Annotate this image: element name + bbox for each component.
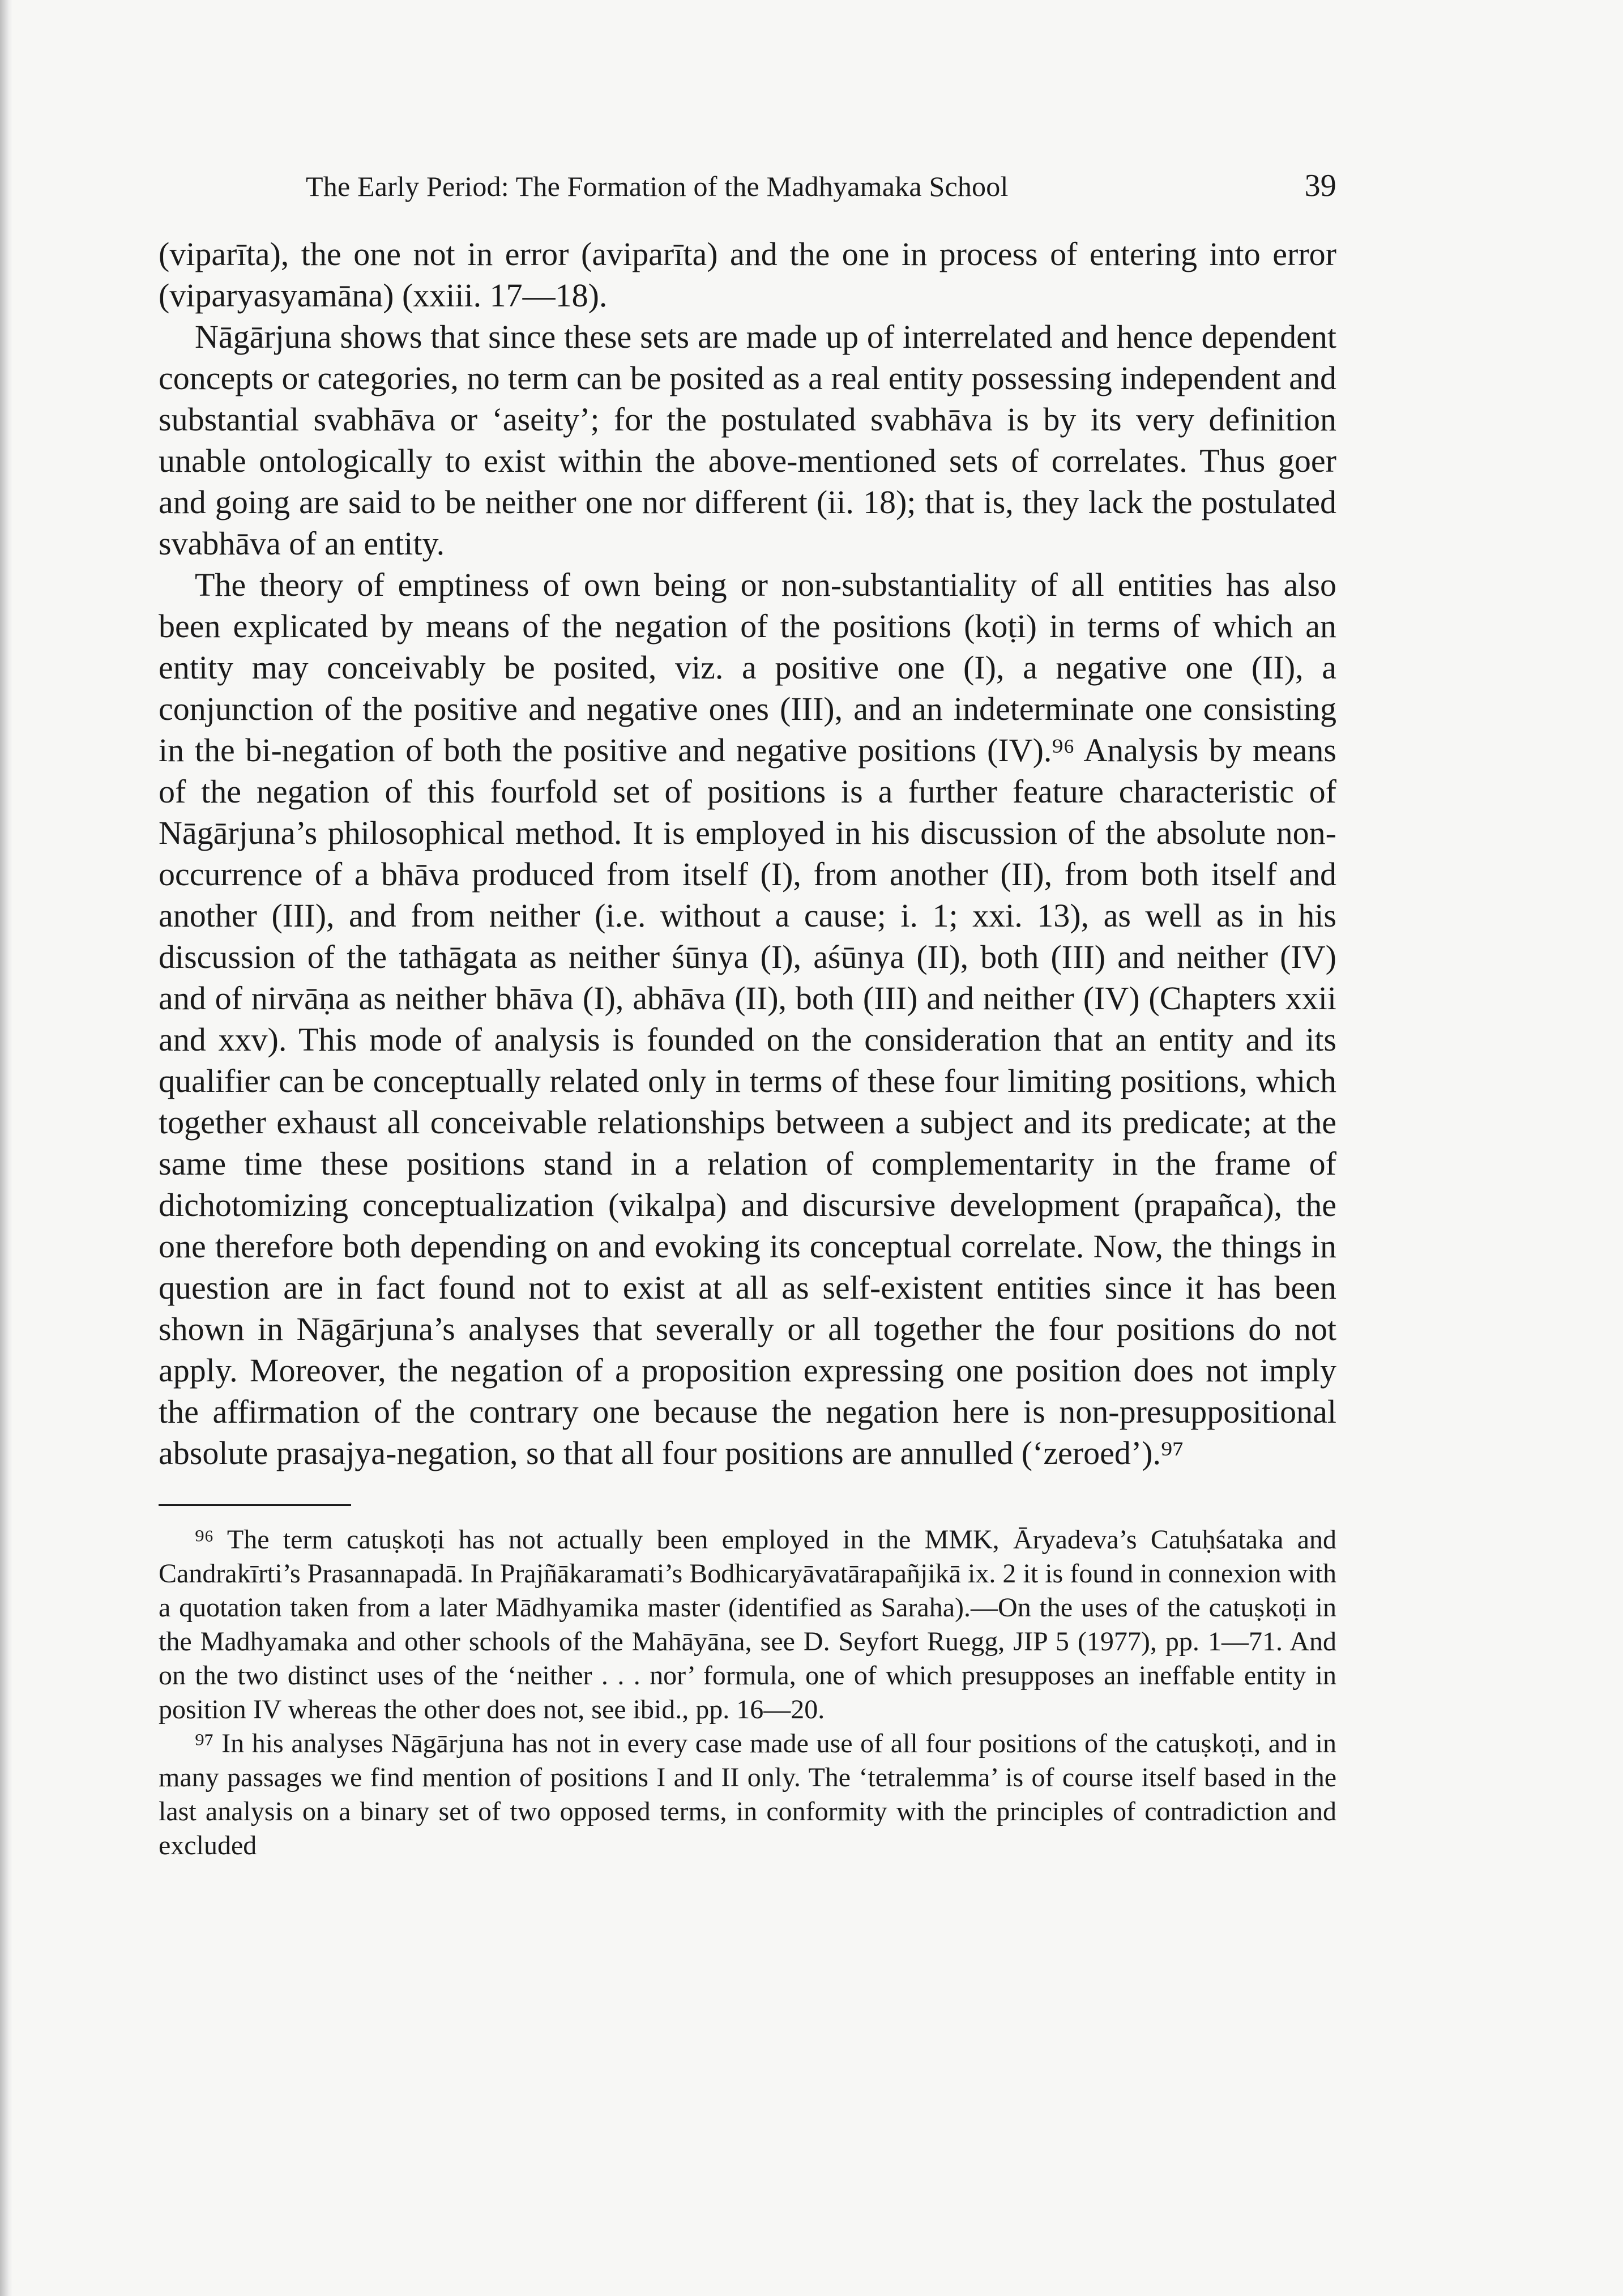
paragraph-continued: (viparīta), the one not in error (aviparīta) and the one in process of entering into error (viparyasyamāna) (xxiii. 17—18). <box>159 236 1336 314</box>
main-text <box>159 233 1336 1474</box>
footnotes <box>159 1523 1336 1863</box>
paragraph: Nāgārjuna shows that since these sets are made up of interrelated and hence dependent concepts or categories, no term can be posited as a real entity possessing independent and substantial svabhāva or ‘aseity’; for the postulated svabhāva is by its very definition unable ontologically to exist within the above-mentioned sets of correlates. Thus goer and going are said to be neither one nor different (ii. 18); that is, they lack the postulated svabhāva of an entity. <box>159 318 1336 562</box>
footnote-96: ⁹⁶ The term catuṣkoṭi has not actually been employed in the MMK, Āryadeva’s Catuḥśataka and Candrakīrti’s Prasannapadā. In Prajñākaramati’s Bodhicaryāvatārapañjikā ix. 2 it is found in connexion with a quotation taken from a later Mādhyamika master (identified as Saraha).—On the uses of the catuṣkoṭi in the Madhyamaka and other schools of the Mahāyāna, see D. Seyfort Ruegg, JIP 5 (1977), pp. 1—71. And on the two distinct uses of the ‘neither . . . nor’ formula, one of which presupposes an ineffable entity in position IV whereas the other does not, see ibid., pp. 16—20. <box>159 1525 1336 1725</box>
running-head <box>159 170 1336 215</box>
footnote-divider <box>159 1504 351 1506</box>
scan-edge-shadow <box>0 0 12 2296</box>
book-page <box>159 170 1336 1863</box>
footnote-97: ⁹⁷ In his analyses Nāgārjuna has not in every case made use of all four positions of the catuṣkoṭi, and in many passages we find mention of positions I and II only. The ‘tetralemma’ is of course itself based in the last analysis on a binary set of two opposed terms, in conformity with the principles of contradiction and excluded <box>159 1729 1336 1860</box>
running-title: The Early Period: The Formation of the Madhyamaka School <box>306 170 1009 202</box>
paragraph: The theory of emptiness of own being or non-substantiality of all entities has also been explicated by means of the negation of the positions (koṭi) in terms of which an entity may conceivably be posited, viz. a positive one (I), a negative one (II), a conjunction of the positive and negative ones (III), and an indeterminate one consisting in the bi-negation of both the positive and negative positions (IV).⁹⁶ Analysis by means of the negation of this fourfold set of positions is a further feature characteristic of Nāgārjuna’s philosophical method. It is employed in his discussion of the absolute non-occurrence of a bhāva produced from itself (I), from another (II), from both itself and another (III), and from neither (i.e. without a cause; i. 1; xxi. 13), as well as in his discussion of the tathāgata as neither śūnya (I), aśūnya (II), both (III) and neither (IV) and of nirvāṇa as neither bhāva (I), abhāva (II), both (III) and neither (IV) (Chapters xxii and xxv). This mode of analysis is founded on the consideration that an entity and its qualifier can be conceptually related only in terms of these four limiting positions, which together exhaust all conceivable relationships between a subject and its predicate; at the same time these positions stand in a relation of complementarity in the frame of dichotomizing conceptualization (vikalpa) and discursive development (prapañca), the one therefore both depending on and evoking its conceptual correlate. Now, the things in question are in fact found not to exist at all as self-existent entities since it has been shown in Nāgārjuna’s analyses that severally or all together the four positions do not apply. Moreover, the negation of a proposition expressing one position does not imply the affirmation of the contrary one because the negation here is non-presuppositional absolute prasajya-negation, so that all four positions are annulled (‘zeroed’).⁹⁷ <box>159 566 1336 1471</box>
page-number: 39 <box>1304 168 1336 203</box>
